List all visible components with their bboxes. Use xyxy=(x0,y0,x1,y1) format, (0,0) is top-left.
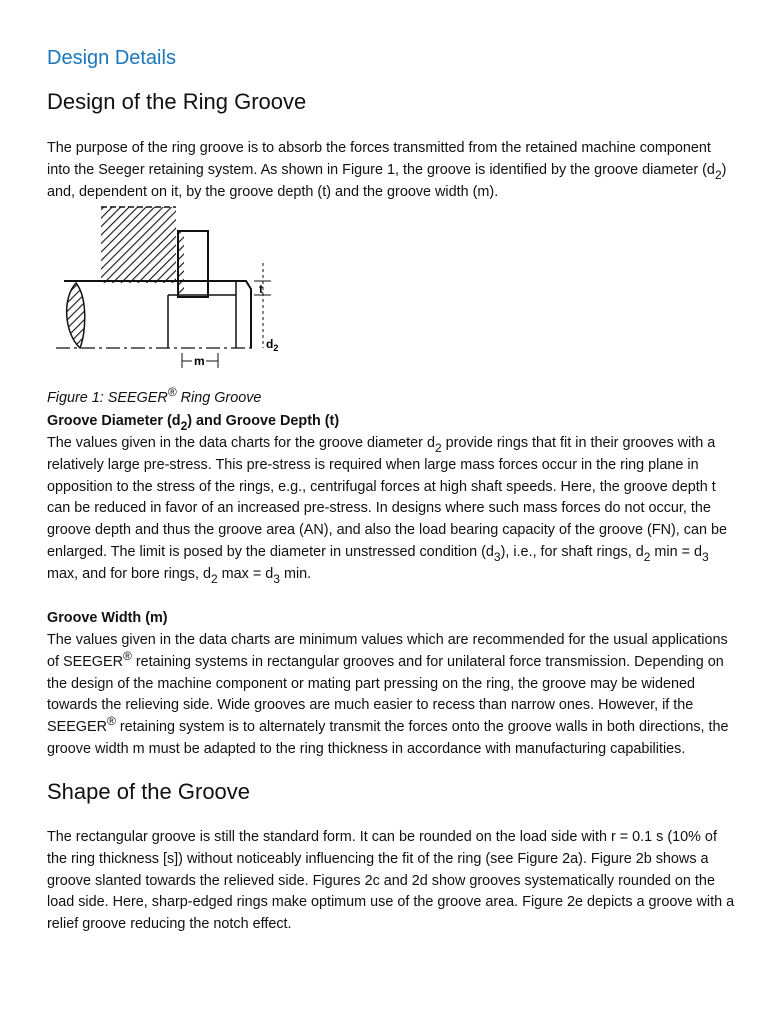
figure-label-d2: $d_2$ xyxy=(266,337,279,353)
groove-width-heading: Groove Width (m) xyxy=(47,610,168,626)
figure-label-m: m xyxy=(194,354,205,368)
page-title: Design of the Ring Groove xyxy=(47,89,307,114)
shape-paragraph: The rectangular groove is still the standard form. It can be rounded on the load side with r = 0.1 s (10% of the ring thickness [s]) without noticeably influencing the fit of the ring (see Figure 2a). Figure 2b shows a groove slanted towards the relieved side. Figures 2c and 2d show grooves systematically rounded on the load side. Here, sharp-edged rings make optimum use of the groove area. Figure 2e depicts a groove with a relief groove reducing the notch effect. xyxy=(47,829,735,933)
groove-diameter-heading: Groove Diameter $(d_2)$ and Groove Depth (t) xyxy=(47,413,340,433)
section-link-design-details[interactable]: Design Details xyxy=(47,47,176,69)
shape-section-title: Shape of the Groove xyxy=(47,779,251,804)
intro-paragraph: The purpose of the ring groove is to absorb the forces transmitted from the retained machine component into the Seeger retaining system. As shown in Figure 1, the groove is identified by the groove diameter $(d_2)$ and, dependent on it, by the groove depth (t) and the groove width (m). xyxy=(47,140,727,200)
groove-diameter-paragraph: The values given in the data charts for the groove diameter $d_2$ provide rings that fit in their grooves with a relatively large pre-stress. This pre-stress is required when large mass forces occur in the ring plane in opposition to the stress of the rings, e.g., centrifugal forces at high shaft speeds. Here, the groove depth t can be reduced in favor of an increased pre-stress. In designs where such mass forces do not occur, the groove depth and thus the groove area (AN), and also the load bearing capacity of the groove (FN), can be enlarged. The limit is posed by the diameter in unstressed condition $(d_3)$, i.e., for shaft rings, $d_2$ $\min = d_3$ max, and for bore rings, $d_2$ $\max = d_3$ min. xyxy=(47,435,727,586)
figure-caption: Figure 1: SEEGER® Ring Groove xyxy=(47,385,262,406)
groove-width-paragraph: The values given in the data charts are minimum values which are recommended for the usual applications of SEEGER® retaining systems in rectangular grooves and for unilateral force transmission. Depending on the design of the machine component or mating part pressing on the ring, the groove may be widened towards the relieving side. Wide grooves are much easier to recess than narrow ones. However, if the SEEGER® retaining system is to alternately transmit the forces onto the groove walls in both directions, the groove width m must be adapted to the ring thickness in accordance with manufacturing capabilities. xyxy=(47,632,729,757)
figure-label-t: t xyxy=(259,282,263,296)
ring-groove-figure xyxy=(56,203,286,371)
